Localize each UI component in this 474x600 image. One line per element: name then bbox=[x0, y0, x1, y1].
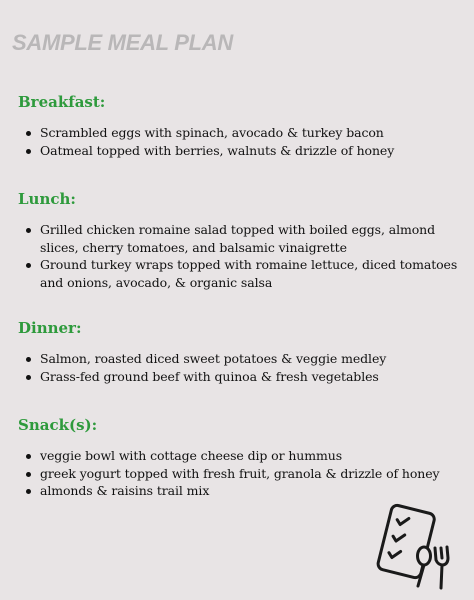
list-item: Scrambled eggs with spinach, avocado & turkey bacon bbox=[18, 124, 464, 142]
snacks-section bbox=[18, 416, 464, 500]
list-item: Ground turkey wraps topped with romaine lettuce, diced tomatoes and onions, avocado, & organic salsa bbox=[18, 256, 464, 291]
dinner-section bbox=[18, 319, 464, 385]
list-item: almonds & raisins trail mix bbox=[18, 482, 464, 500]
list-item: Grilled chicken romaine salad topped with boiled eggs, almond slices, cherry tomatoes, and balsamic vinaigrette bbox=[18, 221, 464, 256]
breakfast-section bbox=[18, 93, 464, 159]
breakfast-heading: Breakfast: bbox=[18, 93, 106, 111]
dinner-heading: Dinner: bbox=[18, 319, 82, 337]
list-item: Oatmeal topped with berries, walnuts & drizzle of honey bbox=[18, 142, 464, 160]
lunch-heading: Lunch: bbox=[18, 190, 76, 208]
list-item: greek yogurt topped with fresh fruit, granola & drizzle of honey bbox=[18, 465, 464, 483]
lunch-list bbox=[18, 221, 464, 291]
snacks-list bbox=[18, 447, 464, 500]
meal-checklist-spoon-fork-icon bbox=[372, 502, 460, 592]
snacks-heading: Snack(s): bbox=[18, 416, 98, 434]
dinner-list bbox=[18, 350, 464, 385]
page-title: SAMPLE MEAL PLAN bbox=[12, 30, 233, 55]
list-item: veggie bowl with cottage cheese dip or hummus bbox=[18, 447, 464, 465]
lunch-section bbox=[18, 190, 464, 291]
breakfast-list bbox=[18, 124, 464, 159]
list-item: Salmon, roasted diced sweet potatoes & veggie medley bbox=[18, 350, 464, 368]
list-item: Grass-fed ground beef with quinoa & fresh vegetables bbox=[18, 368, 464, 386]
